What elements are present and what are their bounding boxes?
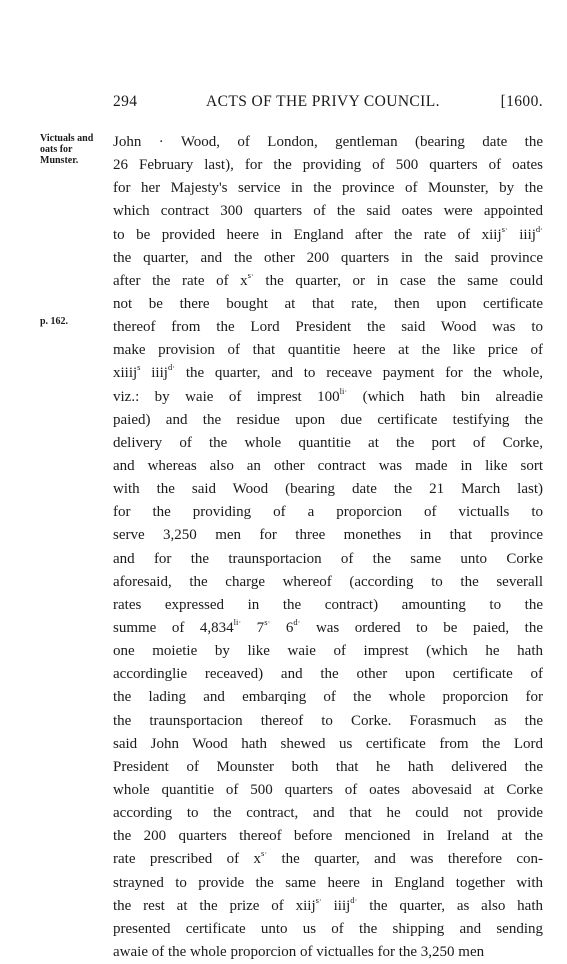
text-line: not be there bought at that rate, then upon certificate <box>113 295 543 312</box>
margin-note-line: p. 162. <box>40 316 69 327</box>
text-line: for the providing of a proporcion of victualls to <box>113 504 543 521</box>
text-line: paied) and the residue upon due certificate testifying the <box>113 411 543 428</box>
text-line: serve 3,250 men for three monethes in that province <box>113 527 543 544</box>
text-line: thereof from the Lord President the said Wood was to <box>113 319 543 336</box>
running-header <box>113 93 543 117</box>
text-line: accordinglie receaved) and the other upon certificate of <box>113 666 543 683</box>
text-line: said John Wood hath shewed us certificate from the Lord <box>113 735 543 752</box>
text-line: after the rate of $x^{s\cdot}$ the quarter, or in case the same could <box>113 269 543 289</box>
text-line: which contract 300 quarters of the said oates were appointed <box>113 203 543 220</box>
margin-note-line: Munster. <box>40 155 79 167</box>
text-line: the lading and embarqing of the whole proporcion for <box>113 689 543 706</box>
text-line: for her Majesty's service in the province of Mounster, by the <box>113 180 543 197</box>
margin-note-page-ref <box>40 316 112 327</box>
text-line: and for the traunsportacion of the same unto Corke <box>113 550 543 567</box>
margin-note-line: oats for <box>40 144 73 156</box>
text-line: President of Mounster both that he hath delivered the <box>113 758 543 775</box>
text-line: whole quantitie of 500 quarters of oates abovesaid at Corke <box>113 781 543 798</box>
text-line: rates expressed in the contract) amounting to the <box>113 596 543 613</box>
text-line: delivery of the whole quantitie at the port of Corke, <box>113 434 543 451</box>
text-line: the quarter, and the other 200 quarters in the said province <box>113 249 543 266</box>
text-line: awaie of the whole proporcion of victualles for the 3,250 men <box>113 943 485 960</box>
text-line: according to the contract, and that he could not provide <box>113 805 543 822</box>
text-line: 26 February last), for the providing of 500 quarters of oates <box>113 157 543 174</box>
text-line: strayned to provide the same heere in England together with <box>113 874 543 891</box>
running-title: ACTS OF THE PRIVY COUNCIL. <box>206 93 440 110</box>
text-line: and whereas also an other contract was made in like sort <box>113 457 543 474</box>
text-line: the rest at the prize of xiij$^{s\cdot}$ iiij$^{d\cdot}$ the quarter, as also hath <box>113 894 544 914</box>
text-line: viz.: by waie of imprest $100^{li\cdot}$ (which hath bin alreadie <box>113 385 544 405</box>
text-line: rate prescribed of $x^{s\cdot}$ the quarter, and was therefore con- <box>113 848 543 868</box>
text-line: John · Wood, of London, gentleman (bearing date the <box>113 134 543 150</box>
text-line: the traunsportacion thereof to Corke. Forasmuch as the <box>113 712 543 729</box>
text-line: aforesaid, the charge whereof (according to the severall <box>113 573 543 590</box>
text-line: to be provided heere in England after the rate of xiij$^{s\cdot}$ iiij$^{d\cdot}$ <box>113 223 544 243</box>
text-line: presented certificate unto us of the shipping and sending <box>113 920 543 937</box>
margin-note-line: Victuals and <box>40 133 94 144</box>
text-line: with the said Wood (bearing date the 21 March last) <box>113 481 543 498</box>
header-year: [1600. <box>500 93 543 110</box>
text-line: make provision of that quantitie heere at the like price of <box>113 342 543 359</box>
page-number: 294 <box>113 93 138 110</box>
text-line: summe of $4,834^{li\cdot}$ $7^{s\cdot}$ $6^{d\cdot}$ was ordered to be paied, the <box>113 616 544 636</box>
text-line: one moietie by like waie of imprest (which he hath <box>113 643 543 660</box>
text-line: the 200 quarters thereof before mencioned in Ireland at the <box>113 828 543 845</box>
text-line: xiiij$^s$ iiij$^{d\cdot}$ the quarter, and to receave payment for the whole, <box>113 362 543 382</box>
margin-note-subject <box>40 133 112 167</box>
body-text <box>113 131 543 964</box>
